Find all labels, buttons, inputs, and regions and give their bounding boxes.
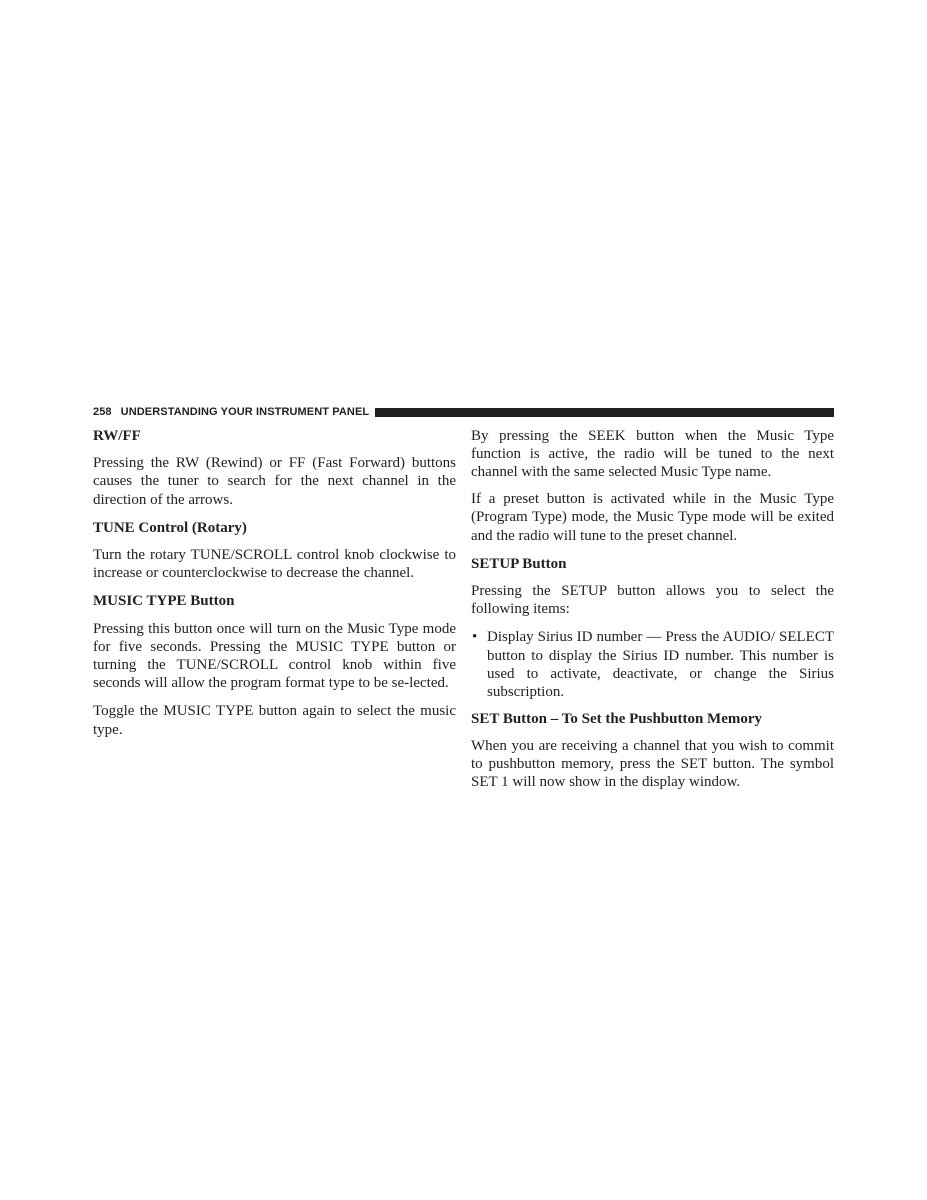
- page-number: 258: [93, 406, 112, 418]
- music-type-body-2: Toggle the MUSIC TYPE button again to select the music type.: [93, 703, 456, 738]
- page-header: [93, 405, 834, 419]
- setup-body: Pressing the SETUP button allows you to select the following items:: [471, 582, 834, 618]
- tune-heading: TUNE Control (Rotary): [93, 519, 247, 536]
- tune-body: Turn the rotary TUNE/SCROLL control knob clockwise to increase or counterclockwise to decrease the channel.: [93, 547, 456, 582]
- list-item-text: Display Sirius ID number — Press the AUDIO/ SELECT button to display the Sirius ID number. This number is used to activate, deactivate, or change the Sirius subscription.: [487, 629, 834, 700]
- set-button-heading: SET Button – To Set the Pushbutton Memory: [471, 710, 763, 727]
- preset-paragraph: If a preset button is activated while in the Music Type (Program Type) mode, the Music Type mode will be exited and the radio will tune to the preset channel.: [471, 491, 834, 544]
- rwff-heading: RW/FF: [93, 428, 141, 444]
- setup-heading: SETUP Button: [471, 555, 567, 572]
- setup-list: [471, 628, 834, 701]
- left-column: [93, 427, 456, 747]
- set-button-body: When you are receiving a channel that you wish to commit to pushbutton memory, press the SET button. The symbol SET 1 will now show in the display window.: [471, 737, 834, 791]
- list-item: [471, 628, 834, 701]
- bullet-icon: •: [472, 629, 478, 646]
- seek-paragraph: By pressing the SEEK button when the Music Type function is active, the radio will be tuned to the next channel with the same selected Music Type name.: [471, 428, 834, 481]
- music-type-body-1: Pressing this button once will turn on the Music Type mode for five seconds. Pressing the MUSIC TYPE button or turning the TUNE/SCROLL control knob within five seconds will allow the program format type to be se-lected.: [93, 620, 456, 692]
- section-title: UNDERSTANDING YOUR INSTRUMENT PANEL: [120, 406, 370, 418]
- rwff-body: Pressing the RW (Rewind) or FF (Fast Forward) buttons causes the tuner to search for the next channel in the direction of the arrows.: [93, 455, 456, 508]
- header-rule: [375, 408, 834, 417]
- music-type-heading: MUSIC TYPE Button: [93, 593, 235, 610]
- right-column: [471, 427, 834, 800]
